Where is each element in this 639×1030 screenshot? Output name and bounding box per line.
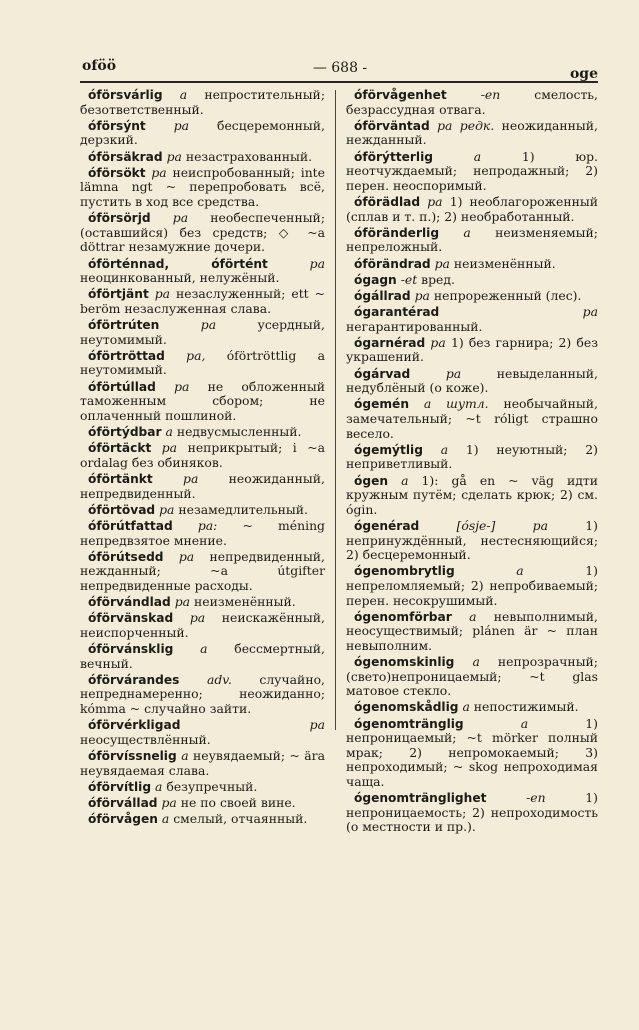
entry-headword: óförvänskad	[88, 611, 174, 626]
entry-definition: неизменённый.	[453, 255, 556, 271]
entry-definition: неожиданный, непредвиденный.	[80, 470, 325, 501]
entry-headword: óförtjänt	[88, 287, 149, 302]
dictionary-entry	[80, 257, 325, 286]
entry-grammar: pa	[434, 255, 450, 271]
entry-definition: незаслуженный; ett ~ beröm незаслуженная слава.	[80, 286, 325, 316]
dictionary-entry	[80, 550, 325, 594]
entry-definition: неизменяемый; непреложный.	[346, 224, 598, 255]
entry-definition: незамедлительный.	[178, 501, 308, 517]
entry-grammar: a	[472, 654, 480, 670]
dictionary-entry	[346, 305, 598, 334]
entry-definition: 1): gå en ~ väg идти кружным путём; сделать крюк; 2) см. ógin.	[346, 472, 598, 517]
entry-grammar: pa	[159, 501, 175, 517]
entry-definition: непредвиденный, нежданный; ~a útgifter непредвиденные расходы.	[80, 548, 325, 593]
entry-definition: ~ méning непредвзятое мнение.	[80, 517, 325, 548]
entry-grammar: pa	[183, 470, 199, 486]
entry-definition: неискажённый, неиспорченный.	[80, 610, 325, 640]
entry-headword: ógagn	[354, 272, 397, 287]
entry-definition: недвусмысленный.	[176, 424, 302, 439]
entry-grammar: a	[161, 811, 170, 827]
entry-grammar: a	[200, 641, 208, 657]
entry-grammar: pa	[173, 117, 190, 133]
dictionary-entry	[346, 289, 598, 304]
entry-headword: óförtövad	[88, 502, 156, 517]
entry-definition: случайно, непреднамеренно; неожиданно; kómma ~ случайно зайти.	[80, 671, 325, 717]
entry-headword: óförtúllad	[88, 379, 156, 394]
entry-grammar: a	[469, 608, 477, 624]
dictionary-entry	[346, 273, 598, 288]
entry-headword: ógemén	[354, 397, 410, 412]
entry-headword: óförsörjd	[88, 211, 151, 226]
entry-grammar: pa	[161, 794, 177, 810]
entry-headword: ógemýtlig	[354, 442, 423, 457]
entry-definition: неожиданный, нежданный.	[346, 117, 598, 148]
entry-headword: ógarantérad	[354, 305, 440, 320]
entry-definition: 1) непреломляемый; 2) непробиваемый; перен. несокрушимый.	[346, 563, 598, 608]
entry-definition: безупречный.	[166, 778, 258, 794]
entry-grammar: a	[473, 148, 482, 164]
entry-definition: неувядаемый; ~ ära неувядаемая слава.	[80, 748, 325, 778]
entry-headword: óförvérkligad	[88, 718, 181, 733]
entry-grammar: pa	[161, 440, 178, 456]
header-guideword-left: oföö	[82, 58, 117, 74]
entry-definition: неприкрытый; i ~a ordalag без обиняков.	[80, 440, 325, 470]
dictionary-entry	[346, 195, 598, 224]
entry-grammar: pa	[427, 193, 443, 209]
dictionary-entry	[346, 226, 598, 255]
entry-headword: ógárvad	[354, 366, 411, 381]
entry-headword: ógenomförbar	[354, 609, 452, 624]
entry-headword: óförténnad, óförtént	[88, 256, 268, 271]
entry-headword: óförsýnt	[88, 118, 146, 133]
entry-grammar: a	[516, 563, 524, 579]
dictionary-entry	[80, 150, 325, 165]
entry-headword: ógenomskinlig	[354, 655, 455, 670]
entry-grammar: pa	[189, 610, 206, 626]
entry-definition: 1) юр. неотчуждаемый; непродажный; 2) перен. неоспоримый.	[346, 148, 598, 193]
dictionary-entry	[80, 318, 325, 347]
dictionary-entry	[80, 425, 325, 440]
header-guideword-right: oge	[569, 66, 598, 82]
entry-headword: óförädlad	[354, 194, 421, 209]
dictionary-entry	[80, 718, 325, 747]
entry-definition: 1) без гарнира; 2) без украшений.	[346, 334, 598, 365]
entry-headword: ógenomtränglighet	[354, 791, 487, 806]
entry-headword: ógenomtränglig	[354, 716, 464, 731]
dictionary-entry	[80, 472, 325, 501]
column-divider	[335, 90, 336, 730]
dictionary-entry	[80, 441, 325, 470]
entry-definition: бессмертный, вечный.	[80, 641, 325, 671]
entry-definition: не по своей вине.	[180, 794, 296, 810]
dictionary-entry	[346, 367, 598, 396]
page-number: — 688 -	[312, 60, 368, 76]
entry-grammar: pa	[309, 717, 325, 733]
entry-headword: óförvárandes	[88, 672, 180, 687]
dictionary-entry	[80, 642, 325, 671]
dictionary-entry	[80, 595, 325, 610]
entry-grammar: pa	[200, 317, 217, 333]
entry-definition: неосуществлённый.	[80, 731, 211, 747]
entry-grammar: pa редк.	[437, 117, 495, 133]
entry-definition: бесцеремонный, дерзкий.	[80, 117, 325, 148]
dictionary-entry	[80, 380, 325, 424]
entry-grammar: a шутл.	[423, 396, 489, 412]
entry-headword: óförtröttad	[88, 348, 165, 363]
left-column	[80, 88, 325, 828]
entry-headword: óförtäckt	[88, 441, 152, 456]
entry-grammar: pa	[172, 210, 189, 226]
entry-headword: óförvíssnelig	[88, 749, 177, 763]
header-rule	[80, 81, 598, 83]
entry-definition: невыделанный, недублёный (о коже).	[346, 365, 598, 396]
dictionary-entry	[346, 88, 598, 117]
entry-definition: необеспеченный; (оставшийся) без средств; ◇ ~a döttrar незамужние дочери.	[80, 210, 325, 255]
entry-grammar: -en	[480, 87, 501, 102]
entry-headword: ógenérad	[354, 518, 420, 533]
entry-definition: неизменённый.	[194, 594, 296, 610]
entry-grammar: pa	[309, 255, 325, 271]
entry-headword: óföränderlig	[354, 225, 440, 240]
entry-definition: негарантированный.	[346, 318, 483, 334]
entry-grammar: pa	[178, 548, 195, 564]
dictionary-entry	[80, 119, 325, 148]
entry-definition: смелый, отчаянный.	[173, 811, 308, 827]
entry-headword: ógenomskådlig	[354, 700, 459, 715]
entry-grammar: pa	[166, 148, 182, 164]
entry-headword: óförvågenhet	[354, 88, 447, 102]
entry-headword: óförsökt	[88, 165, 146, 180]
dictionary-entry	[80, 780, 325, 795]
entry-headword: ógállrad	[354, 288, 411, 303]
entry-definition: непрозрачный; (свето)непроницаемый; ~t glas матовое стекло.	[346, 654, 598, 699]
entry-headword: óförvítlig	[88, 779, 152, 794]
entry-definition: незастрахованный.	[185, 148, 313, 164]
entry-grammar: pa	[445, 365, 462, 381]
dictionary-entry	[80, 749, 325, 778]
entry-grammar: a	[462, 699, 470, 715]
dictionary-entry	[80, 796, 325, 811]
entry-grammar: pa:	[197, 517, 218, 533]
entry-grammar: adv.	[206, 671, 232, 687]
entry-definition: непостижимый.	[473, 699, 579, 715]
entry-headword: óförvándlad	[88, 595, 171, 610]
entry-grammar: [ósje-] pa	[456, 517, 548, 533]
entry-headword: óförtýdbar	[88, 425, 162, 439]
dictionary-entry	[346, 610, 598, 654]
entry-definition: непростительный; безответственный.	[80, 87, 325, 117]
dictionary-entry	[80, 166, 325, 210]
entry-definition: не обложенный таможенным сбором; не оплаченный пошлиной.	[80, 378, 325, 423]
dictionary-entry	[80, 503, 325, 518]
entry-headword: óförýtterlig	[354, 149, 434, 164]
dictionary-entry	[346, 150, 598, 194]
entry-grammar: a	[401, 472, 409, 488]
entry-grammar: pa	[151, 164, 167, 180]
entry-grammar: -et	[400, 271, 418, 287]
entry-grammar: a	[520, 715, 529, 731]
entry-definition: 1) необлагороженный (сплав и т. п.); 2) необработанный.	[346, 193, 598, 224]
entry-definition: 1) непринуждённый, нестесняющийся; 2) бесцеремонный.	[346, 517, 598, 563]
entry-grammar: pa	[430, 334, 446, 350]
dictionary-entry	[346, 564, 598, 608]
dictionary-entry	[346, 119, 598, 148]
entry-definition: непрореженный (лес).	[433, 287, 582, 303]
entry-grammar: a	[179, 87, 188, 102]
dictionary-entry	[346, 791, 598, 835]
entry-headword: óförvállad	[88, 795, 158, 810]
entry-headword: óförtrúten	[88, 318, 160, 333]
entry-definition: усердный, неутомимый.	[80, 317, 325, 347]
dictionary-entry	[80, 519, 325, 548]
dictionary-entry	[80, 673, 325, 717]
entry-headword: óförvánsklig	[88, 642, 174, 657]
entry-grammar: pa	[174, 594, 191, 610]
dictionary-entry	[346, 443, 598, 472]
entry-headword: óförsvárlig	[88, 88, 163, 102]
dictionary-entry	[346, 257, 598, 272]
entry-definition: неиспробованный; inte lämna ngt ~ перепробовать всё, пустить в ход все средства.	[80, 164, 325, 209]
entry-headword: óförútfattad	[88, 518, 173, 533]
entry-definition: вред.	[421, 271, 455, 287]
right-column	[346, 88, 598, 837]
entry-grammar: pa	[582, 304, 598, 320]
dictionary-entry	[80, 287, 325, 316]
entry-headword: óförväntad	[354, 118, 430, 133]
entry-grammar: a	[165, 424, 173, 439]
entry-definition: 1) неуютный; 2) неприветливый.	[346, 441, 598, 472]
entry-grammar: pa,	[186, 347, 206, 363]
page-header	[82, 56, 598, 80]
entry-grammar: a	[440, 441, 449, 457]
entry-headword: ógen	[354, 473, 389, 488]
entry-headword: ógarnérad	[354, 335, 426, 350]
entry-headword: óförvågen	[88, 812, 158, 827]
entry-definition: 1) непроницаемость; 2) непроходимость (о местности и пр.).	[346, 790, 598, 835]
entry-definition: 1) непроницаемый; ~t mörker полный мрак; 2) непромокаемый; 3) непроходимый; ~ skog непроходимая чаща.	[346, 715, 598, 789]
entry-definition: необычайный, замечательный; ~t róligt страшно весело.	[346, 396, 598, 441]
entry-headword: ógenombrytlig	[354, 564, 455, 579]
dictionary-entry	[346, 519, 598, 563]
entry-headword: óförändrad	[354, 256, 431, 271]
dictionary-entry	[80, 611, 325, 640]
entry-grammar: a	[155, 778, 163, 794]
entry-definition: неоцинкованный, нелужёный.	[80, 270, 280, 286]
entry-grammar: a	[463, 224, 471, 240]
dictionary-entry	[346, 717, 598, 790]
dictionary-entry	[80, 211, 325, 255]
entry-headword: óförútsedd	[88, 549, 164, 564]
dictionary-entry	[80, 812, 325, 827]
entry-grammar: pa	[174, 378, 190, 394]
dictionary-entry	[346, 474, 598, 518]
entry-grammar: pa	[414, 287, 430, 303]
entry-headword: óförsäkrad	[88, 149, 163, 164]
dictionary-entry	[80, 349, 325, 378]
entry-grammar: pa	[154, 286, 171, 302]
dictionary-entry	[346, 700, 598, 715]
entry-definition: невыполнимый, неосуществимый; plánen är ~ план невыполним.	[346, 608, 598, 653]
entry-headword: óförtänkt	[88, 471, 153, 486]
dictionary-entry	[346, 655, 598, 699]
entry-definition: óförtröttlig a неутомимый.	[80, 347, 325, 378]
dictionary-entry	[80, 88, 325, 117]
dictionary-entry	[346, 336, 598, 365]
entry-grammar: -en	[526, 790, 546, 806]
entry-definition: смелость, безрассудная отвага.	[346, 87, 598, 117]
dictionary-entry	[346, 397, 598, 441]
entry-grammar: a	[181, 748, 189, 763]
